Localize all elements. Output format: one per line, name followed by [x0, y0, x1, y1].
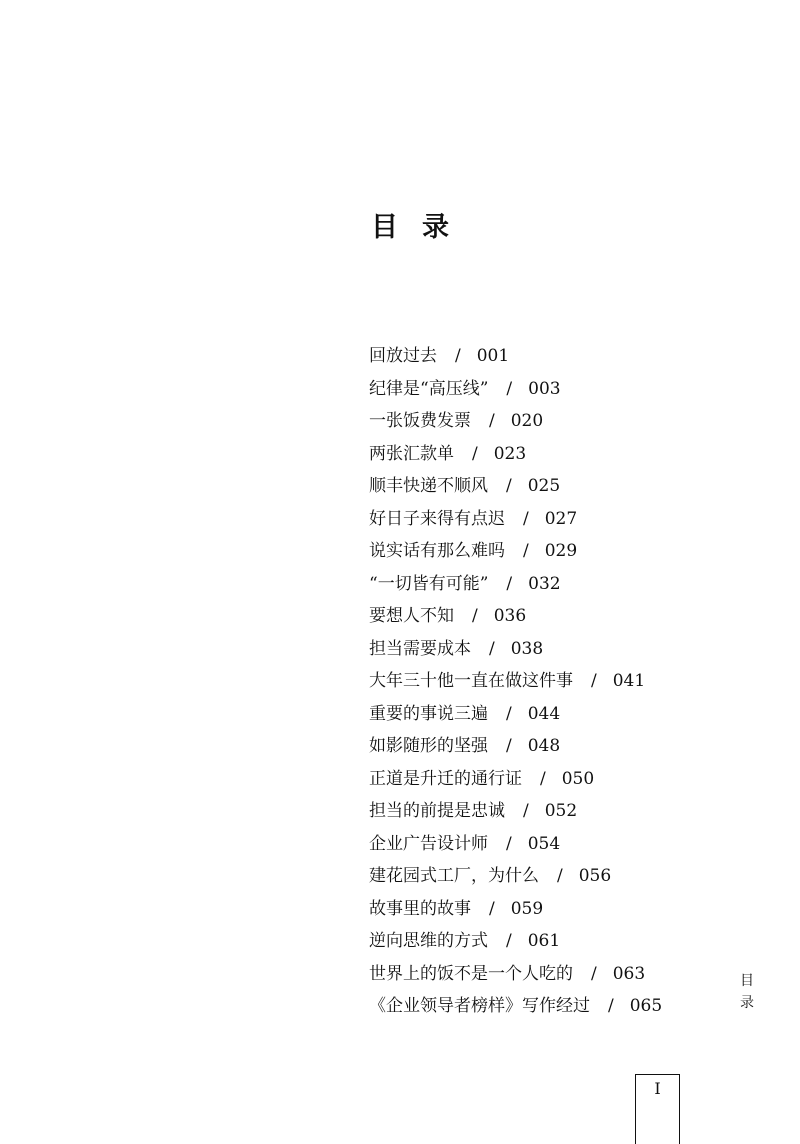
toc-entry-page: 041 — [612, 671, 646, 691]
section-side-label — [738, 970, 756, 1014]
toc-entry[interactable] — [369, 828, 662, 861]
toc-entry[interactable] — [369, 730, 662, 763]
toc-separator: / — [506, 476, 512, 496]
toc-separator: / — [506, 573, 513, 594]
toc-entry-title: 好日子来得有点迟 — [369, 508, 505, 529]
toc-entry[interactable] — [369, 795, 662, 828]
page-number-box — [635, 1074, 680, 1144]
toc-entry[interactable] — [369, 633, 662, 666]
toc-entry-page: 056 — [578, 866, 612, 886]
toc-entry-page: 023 — [493, 443, 527, 464]
toc-entry-title: 两张汇款单 — [369, 443, 454, 464]
toc-entry-page: 052 — [544, 801, 578, 821]
page-title — [371, 210, 449, 246]
side-label-char-2: 录 — [740, 995, 754, 1011]
side-label-char-1: 目 — [740, 973, 754, 989]
toc-entry-title: 企业广告设计师 — [369, 833, 488, 854]
toc-entry-page: 065 — [629, 996, 663, 1016]
toc-entry-page: 001 — [476, 346, 510, 366]
toc-entry-title: 故事里的故事 — [369, 898, 471, 919]
toc-entry-title: 如影随形的坚强 — [369, 736, 488, 756]
toc-separator: / — [489, 898, 495, 919]
toc-entry-page: 029 — [544, 541, 578, 561]
toc-entry-page: 054 — [527, 833, 561, 854]
toc-separator: / — [608, 996, 614, 1016]
toc-entry-page: 059 — [510, 898, 544, 919]
toc-entry-page: 032 — [528, 573, 561, 594]
toc-entry[interactable] — [369, 990, 662, 1023]
toc-entry[interactable] — [369, 860, 662, 893]
toc-separator: / — [506, 378, 513, 399]
toc-entry[interactable] — [369, 568, 662, 601]
toc-entry[interactable] — [369, 470, 662, 503]
toc-entry[interactable] — [369, 698, 662, 731]
toc-separator: / — [523, 541, 529, 561]
toc-entry[interactable] — [369, 535, 662, 568]
toc-entry-title: 重要的事说三遍 — [369, 703, 488, 724]
toc-separator: / — [489, 638, 495, 659]
toc-entry-page: 050 — [561, 768, 595, 789]
page-number: I — [654, 1079, 661, 1098]
toc-entry-page: 003 — [528, 378, 561, 399]
toc-entry-page: 025 — [527, 476, 561, 496]
toc-separator: / — [557, 866, 563, 886]
toc-separator: / — [506, 736, 512, 756]
toc-separator: / — [591, 671, 597, 691]
toc-entry-title: 要想人不知 — [369, 606, 454, 626]
toc-entry-title: 回放过去 — [369, 346, 437, 366]
toc-entry-page: 027 — [544, 508, 578, 529]
page-title-char-1: 目 — [371, 212, 398, 243]
toc-entry-title: 一张饭费发票 — [369, 411, 471, 431]
toc-separator: / — [540, 768, 546, 789]
toc-separator: / — [472, 606, 478, 626]
toc-entry[interactable] — [369, 925, 662, 958]
toc-separator: / — [506, 703, 512, 724]
toc-entry-title: 世界上的饭不是一个人吃的 — [369, 963, 573, 984]
toc-separator: / — [506, 931, 512, 951]
toc-entry[interactable] — [369, 503, 662, 536]
toc-entry[interactable] — [369, 438, 662, 471]
toc-entry-title: 正道是升迁的通行证 — [369, 768, 522, 789]
toc-entry-page: 036 — [493, 606, 527, 626]
toc-entry[interactable] — [369, 763, 662, 796]
table-of-contents — [369, 340, 662, 1023]
toc-entry[interactable] — [369, 373, 662, 406]
toc-entry-title: 逆向思维的方式 — [369, 931, 488, 951]
toc-separator: / — [506, 833, 512, 854]
toc-entry-page: 038 — [510, 638, 544, 659]
toc-entry-page: 061 — [527, 931, 561, 951]
toc-entry-title: 说实话有那么难吗 — [369, 541, 505, 561]
toc-separator: / — [472, 443, 478, 464]
toc-entry[interactable] — [369, 405, 662, 438]
page-title-char-2: 录 — [422, 212, 449, 243]
toc-entry-page: 020 — [510, 411, 544, 431]
toc-entry[interactable] — [369, 893, 662, 926]
toc-entry[interactable] — [369, 958, 662, 991]
toc-entry[interactable] — [369, 665, 662, 698]
toc-entry-title: 建花园式工厂，为什么 — [369, 866, 539, 886]
toc-separator: / — [523, 801, 529, 821]
toc-entry-page: 044 — [527, 703, 561, 724]
toc-entry-title: “一切皆有可能” — [369, 573, 489, 594]
toc-entry[interactable] — [369, 340, 662, 373]
toc-entry-title: 纪律是“高压线” — [369, 378, 489, 399]
toc-separator: / — [455, 346, 461, 366]
toc-entry-title: 担当的前提是忠诚 — [369, 801, 505, 821]
toc-separator: / — [591, 963, 597, 984]
toc-entry-title: 顺丰快递不顺风 — [369, 476, 488, 496]
toc-entry[interactable] — [369, 600, 662, 633]
toc-entry-title: 担当需要成本 — [369, 638, 471, 659]
toc-separator: / — [523, 508, 529, 529]
toc-separator: / — [489, 411, 495, 431]
toc-entry-page: 063 — [612, 963, 646, 984]
toc-entry-page: 048 — [527, 736, 561, 756]
toc-entry-title: 大年三十他一直在做这件事 — [369, 671, 573, 691]
toc-entry-title: 《企业领导者榜样》写作经过 — [369, 996, 590, 1016]
